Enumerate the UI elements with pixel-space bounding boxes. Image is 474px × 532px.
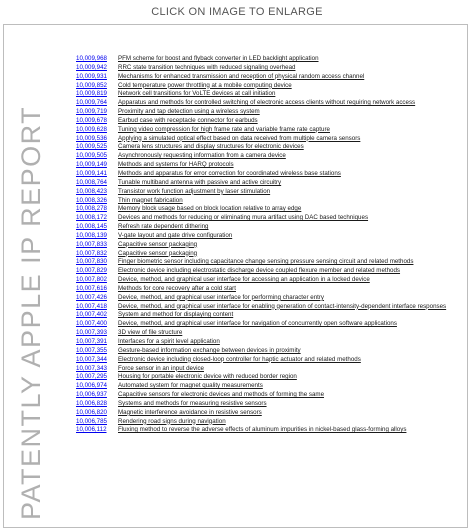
patent-number-link[interactable]: 10,007,393 bbox=[76, 329, 107, 337]
patent-row bbox=[76, 294, 468, 303]
patent-title: RRC state transition techniques with reduced signaling overhead bbox=[118, 63, 296, 71]
patent-row bbox=[76, 126, 468, 135]
patent-title: Capacitive sensors for electronic devices and methods of forming the same bbox=[118, 391, 325, 399]
patent-row bbox=[76, 64, 468, 73]
patent-number-link[interactable]: 10,009,819 bbox=[76, 90, 107, 98]
patent-title: Electronic device including closed-loop controller for haptic actuator and related methods bbox=[118, 355, 361, 363]
patent-title: PFM scheme for boost and flyback converter in LED backlight application bbox=[118, 55, 319, 62]
patent-title: Methods for core recovery after a cold start bbox=[118, 284, 236, 292]
patent-title: Asynchronously requesting information from a camera device bbox=[118, 152, 286, 160]
patent-row bbox=[76, 55, 468, 64]
patent-number-link[interactable]: 10,009,536 bbox=[76, 134, 107, 142]
patent-number-link[interactable]: 10,009,505 bbox=[76, 152, 107, 160]
patent-number-link[interactable]: 10,007,426 bbox=[76, 293, 107, 301]
patent-title: Magnetic interference avoidance in resistive sensors bbox=[118, 408, 262, 416]
enlarge-caption[interactable]: CLICK ON IMAGE TO ENLARGE bbox=[151, 6, 323, 18]
patent-title: Camera lens structures and display structures for electronic devices bbox=[118, 143, 304, 151]
patent-number-link[interactable]: 10,006,974 bbox=[76, 382, 107, 390]
patent-number-link[interactable]: 10,009,678 bbox=[76, 116, 107, 124]
patent-number-link[interactable]: 10,009,968 bbox=[76, 55, 107, 62]
patent-row bbox=[76, 179, 468, 188]
patent-row bbox=[76, 170, 468, 179]
patent-number-link[interactable]: 10,007,616 bbox=[76, 284, 107, 292]
patent-row bbox=[76, 303, 468, 312]
patent-title: Automated system for magnet quality measurements bbox=[118, 382, 263, 390]
patent-row bbox=[76, 258, 468, 267]
patent-number-link[interactable]: 10,007,400 bbox=[76, 320, 107, 328]
patent-title: Tunable multiband antenna with passive and active circuitry bbox=[118, 178, 282, 186]
patent-row bbox=[76, 426, 468, 435]
patent-row bbox=[76, 373, 468, 382]
patent-row bbox=[76, 267, 468, 276]
patent-number-link[interactable]: 10,006,112 bbox=[76, 426, 107, 434]
patent-title: Housing for portable electronic device with reduced border region bbox=[118, 373, 297, 381]
patent-title: Force sensor in an input device bbox=[118, 364, 204, 372]
patent-row bbox=[76, 161, 468, 170]
patent-row bbox=[76, 143, 468, 152]
patent-number-link[interactable]: 10,008,278 bbox=[76, 205, 107, 213]
patent-title: 3D view of file structure bbox=[118, 329, 183, 337]
patent-row bbox=[76, 197, 468, 206]
patent-title: Earbud case with receptacle connector for earbuds bbox=[118, 116, 258, 124]
patent-title: Capacitive sensor packaging bbox=[118, 249, 198, 257]
patent-number-link[interactable]: 10,008,145 bbox=[76, 223, 107, 231]
patent-row bbox=[76, 418, 468, 427]
patent-row bbox=[76, 214, 468, 223]
patent-number-link[interactable]: 10,007,802 bbox=[76, 276, 107, 284]
patent-number-link[interactable]: 10,008,172 bbox=[76, 214, 107, 222]
patent-title: Electronic device including electrostatic discharge device coupled flexure member and related methods bbox=[118, 267, 401, 275]
patent-row bbox=[76, 320, 468, 329]
patent-title: Systems and methods for measuring resistive sensors bbox=[118, 399, 267, 407]
patent-title: Methods and apparatus for error correction for coordinated wireless base stations bbox=[118, 169, 341, 177]
patent-row bbox=[76, 356, 468, 365]
patent-number-link[interactable]: 10,009,141 bbox=[76, 169, 107, 177]
patent-number-link[interactable]: 10,009,852 bbox=[76, 81, 107, 89]
patent-title: Finger biometric sensor including capacitance change sensing pressure sensing circuit and related methods bbox=[118, 258, 414, 266]
patent-number-link[interactable]: 10,006,785 bbox=[76, 417, 107, 425]
patent-number-link[interactable]: 10,007,832 bbox=[76, 249, 107, 257]
patent-title: Tuning video compression for high frame rate and variable frame rate capture bbox=[118, 125, 330, 133]
patent-row bbox=[76, 232, 468, 241]
patent-number-link[interactable]: 10,009,931 bbox=[76, 72, 107, 80]
patent-row bbox=[76, 276, 468, 285]
patent-row bbox=[76, 391, 468, 400]
patent-list bbox=[76, 55, 468, 435]
patent-row bbox=[76, 250, 468, 259]
patent-row bbox=[76, 311, 468, 320]
patent-row bbox=[76, 338, 468, 347]
brand-watermark: PATENTLY APPLE IP REPORT bbox=[16, 105, 46, 520]
patent-title: Transistor work function adjustment by laser stimulation bbox=[118, 187, 271, 195]
patent-title: Methods and systems for HARQ protocols bbox=[118, 161, 234, 169]
patent-title: Network cell transitions for VoLTE devices at call initiation bbox=[118, 90, 276, 98]
patent-number-link[interactable]: 10,009,942 bbox=[76, 63, 107, 71]
patent-row bbox=[76, 241, 468, 250]
patent-number-link[interactable]: 10,008,423 bbox=[76, 187, 107, 195]
patent-row bbox=[76, 82, 468, 91]
patent-title: Thin magnet fabrication bbox=[118, 196, 183, 204]
patent-row bbox=[76, 365, 468, 374]
patent-number-link[interactable]: 10,008,764 bbox=[76, 178, 107, 186]
patent-row bbox=[76, 205, 468, 214]
patent-row bbox=[76, 117, 468, 126]
patent-number-link[interactable]: 10,006,828 bbox=[76, 399, 107, 407]
patent-number-link[interactable]: 10,007,391 bbox=[76, 338, 107, 345]
patent-title: Device, method, and graphical user interface for navigation of concurrently open software applications bbox=[118, 320, 397, 328]
patent-title: Apparatus and methods for controlled switching of electronic access clients without requiring network access bbox=[118, 99, 416, 107]
patent-row bbox=[76, 382, 468, 391]
patent-title: V-gate layout and gate drive configuration bbox=[118, 231, 233, 239]
patent-title: Refresh rate dependent dithering bbox=[118, 223, 209, 231]
patent-row bbox=[76, 135, 468, 144]
patent-title: Device, method, and graphical user interface for enabling generation of contact-intensity-dependent interface responses bbox=[118, 302, 447, 310]
patent-title: Proximity and tap detection using a wireless system bbox=[118, 108, 260, 116]
patent-number-link[interactable]: 10,007,830 bbox=[76, 258, 107, 266]
patent-number-link[interactable]: 10,007,402 bbox=[76, 311, 107, 319]
patent-number-link[interactable]: 10,006,820 bbox=[76, 408, 107, 416]
patent-title: Memory block usage based on block location relative to array edge bbox=[118, 205, 302, 213]
patent-number-link[interactable]: 10,007,833 bbox=[76, 240, 107, 248]
patent-row bbox=[76, 99, 468, 108]
patent-title: Devices and methods for reducing or eliminating mura artifact using DAC based techniques bbox=[118, 214, 369, 222]
patent-number-link[interactable]: 10,007,343 bbox=[76, 364, 107, 372]
patent-row bbox=[76, 90, 468, 99]
patent-number-link[interactable]: 10,007,355 bbox=[76, 346, 107, 354]
patent-number-link[interactable]: 10,007,829 bbox=[76, 267, 107, 275]
patent-number-link[interactable]: 10,009,764 bbox=[76, 99, 107, 107]
patent-row bbox=[76, 400, 468, 409]
patent-number-link[interactable]: 10,009,719 bbox=[76, 108, 107, 116]
patent-title: Mechanisms for enhanced transmission and reception of physical random access channel bbox=[118, 72, 365, 80]
patent-title: System and method for displaying content bbox=[118, 311, 234, 319]
patent-number-link[interactable]: 10,009,628 bbox=[76, 125, 107, 133]
patent-title: Gesture-based information exchange between devices in proximity bbox=[118, 346, 301, 354]
patent-title: Applying a simulated optical effect based on data received from multiple camera sensors bbox=[118, 134, 361, 142]
patent-row bbox=[76, 347, 468, 356]
patent-number-link[interactable]: 10,006,937 bbox=[76, 391, 107, 399]
patent-title: Interfaces for a spirit level application bbox=[118, 338, 220, 345]
patent-title: Cold temperature power throttling at a mobile computing device bbox=[118, 81, 292, 89]
patent-row bbox=[76, 188, 468, 197]
patent-number-link[interactable]: 10,009,149 bbox=[76, 161, 107, 169]
patent-title: Device, method, and graphical user interface for performing character entry bbox=[118, 293, 325, 301]
patent-number-link[interactable]: 10,009,525 bbox=[76, 143, 107, 151]
patent-number-link[interactable]: 10,008,326 bbox=[76, 196, 107, 204]
patent-number-link[interactable]: 10,007,418 bbox=[76, 302, 107, 310]
patent-row bbox=[76, 409, 468, 418]
patent-number-link[interactable]: 10,008,139 bbox=[76, 231, 107, 239]
patent-number-link[interactable]: 10,007,295 bbox=[76, 373, 107, 381]
patent-row bbox=[76, 73, 468, 82]
patent-row bbox=[76, 329, 468, 338]
patent-number-link[interactable]: 10,007,344 bbox=[76, 355, 107, 363]
patent-row bbox=[76, 152, 468, 161]
patent-title: Fluxing method to reverse the adverse effects of aluminum impurities in nickel-based glass-forming alloys bbox=[118, 426, 407, 434]
patent-title: Device, method, and graphical user interface for accessing an application in a locked device bbox=[118, 276, 370, 284]
patent-row bbox=[76, 285, 468, 294]
patent-row bbox=[76, 223, 468, 232]
patent-title: Capacitive sensor packaging bbox=[118, 240, 198, 248]
patent-row bbox=[76, 108, 468, 117]
patent-title: Rendering road signs during navigation bbox=[118, 417, 226, 425]
